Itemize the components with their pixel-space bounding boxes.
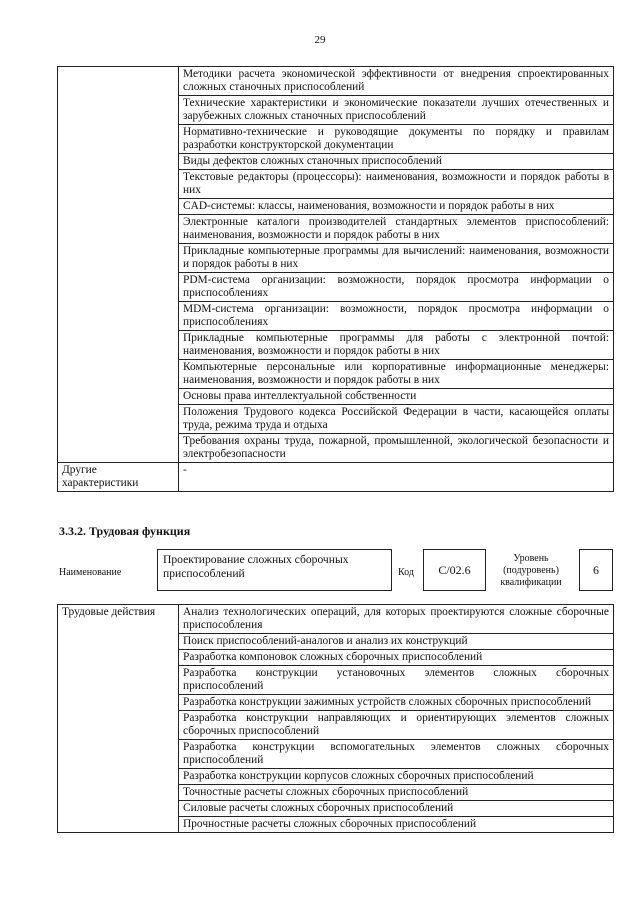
function-name-box: Проектирование сложных сборочных приспособлений [157, 549, 392, 591]
knowledge-item: PDM-система организации: возможности, порядок просмотра информации о приспособлениях [179, 273, 614, 302]
labor-action-item: Разработка конструкции установочных элементов сложных сборочных приспособлений [179, 666, 614, 695]
table-row [58, 463, 614, 492]
labor-action-item: Силовые расчеты сложных сборочных приспособлений [179, 801, 614, 817]
labor-actions-table [57, 604, 614, 833]
table-row [58, 67, 614, 96]
labor-action-item: Анализ технологических операций, для которых проектируются сложные сборочные приспособления [179, 605, 614, 634]
code-label: Код [398, 567, 414, 578]
knowledge-item: MDM-система организации: возможности, порядок просмотра информации о приспособлениях [179, 302, 614, 331]
level-box: 6 [579, 549, 613, 591]
name-label: Наименование [59, 567, 122, 578]
knowledge-item: CAD-системы: классы, наименования, возможности и порядок работы в них [179, 199, 614, 215]
knowledge-item: Основы права интеллектуальной собственности [179, 389, 614, 405]
knowledge-label-cell [58, 67, 179, 463]
code-box: С/02.6 [423, 549, 486, 591]
knowledge-item: Положения Трудового кодекса Российской Федерации в части, касающейся оплаты труда, режима труда и отдыха [179, 405, 614, 434]
labor-action-item: Разработка компоновок сложных сборочных приспособлений [179, 650, 614, 666]
knowledge-item: Технические характеристики и экономические показатели лучших отечественных и зарубежных сложных станочных приспособлений [179, 96, 614, 125]
knowledge-table [57, 66, 614, 492]
labor-action-item: Прочностные расчеты сложных сборочных приспособлений [179, 817, 614, 833]
labor-action-item: Точностные расчеты сложных сборочных приспособлений [179, 785, 614, 801]
labor-action-item: Разработка конструкции вспомогательных элементов сложных сборочных приспособлений [179, 740, 614, 769]
labor-action-item: Разработка конструкции направляющих и ориентирующих элементов сложных сборочных приспособлений [179, 711, 614, 740]
labor-actions-label: Трудовые действия [58, 605, 179, 833]
table-row [58, 605, 614, 634]
knowledge-item: Виды дефектов сложных станочных приспособлений [179, 154, 614, 170]
knowledge-item: Методики расчета экономической эффективности от внедрения спроектированных сложных станочных приспособлений [179, 67, 614, 96]
knowledge-item: Текстовые редакторы (процессоры): наименования, возможности и порядок работы в них [179, 170, 614, 199]
qualification-level-label: Уровень (подуровень) квалификации [500, 553, 562, 588]
knowledge-item: Компьютерные персональные или корпоративные информационные менеджеры: наименования, возможности и порядок работы в них [179, 360, 614, 389]
labor-action-item: Разработка конструкции корпусов сложных сборочных приспособлений [179, 769, 614, 785]
other-characteristics-value: - [179, 463, 614, 492]
other-characteristics-label: Другие характеристики [58, 463, 179, 492]
knowledge-item: Прикладные компьютерные программы для вычислений: наименования, возможности и порядок работы в них [179, 244, 614, 273]
section-title: 3.3.2. Трудовая функция [59, 524, 191, 538]
knowledge-item: Электронные каталоги производителей стандартных элементов приспособлений: наименования, возможности и порядок работы в них [179, 215, 614, 244]
page-number: 29 [314, 34, 326, 46]
labor-action-item: Поиск приспособлений-аналогов и анализ их конструкций [179, 634, 614, 650]
knowledge-item: Прикладные компьютерные программы для работы с электронной почтой: наименования, возможности и порядок работы в них [179, 331, 614, 360]
labor-action-item: Разработка конструкции зажимных устройств сложных сборочных приспособлений [179, 695, 614, 711]
knowledge-item: Требования охраны труда, пожарной, промышленной, экологической безопасности и электробезопасности [179, 434, 614, 463]
knowledge-item: Нормативно-технические и руководящие документы по порядку и правилам разработки конструкторской документации [179, 125, 614, 154]
